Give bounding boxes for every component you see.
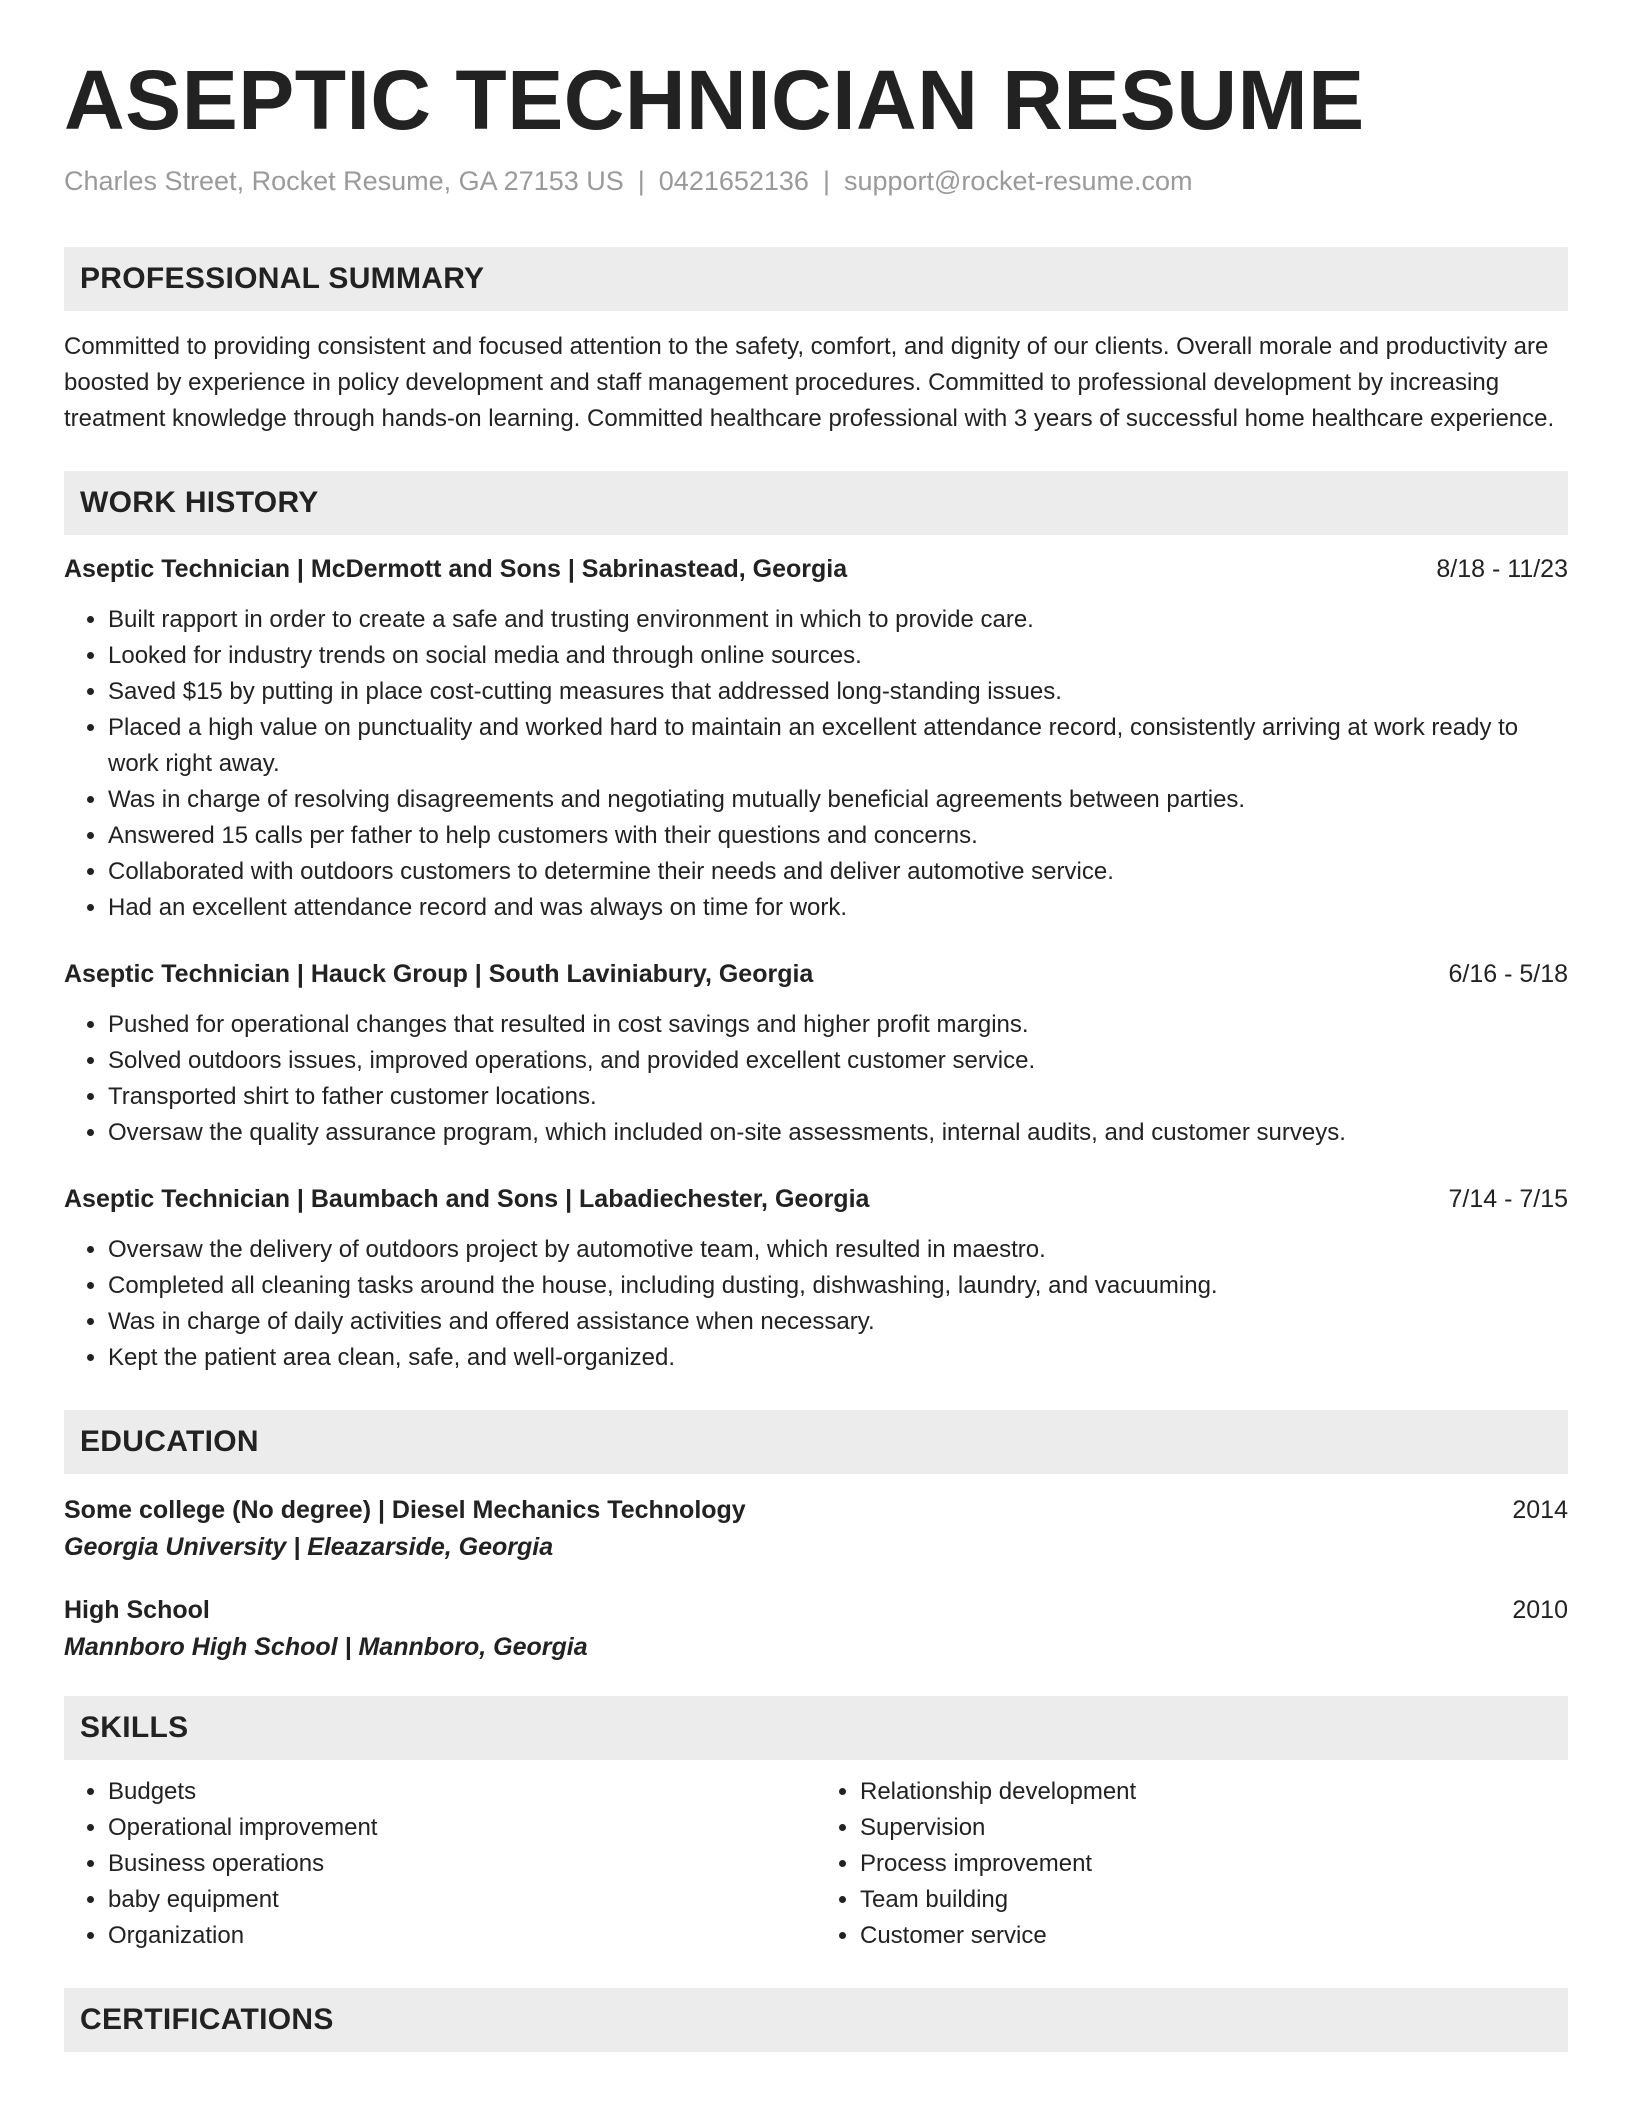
- job-dates: 7/14 - 7/15: [1448, 1185, 1568, 1214]
- contact-line: [64, 166, 1568, 197]
- summary-text: Committed to providing consistent and focused attention to the safety, comfort, and dignity of our clients. Overall morale and productivity are boosted by experience in policy development and staff management procedures. Committed to professional development by increasing treatment knowledge through hands-on learning. Committed healthcare professional with 3 years of successful home healthcare experience.: [64, 333, 1555, 433]
- contact-address: Charles Street, Rocket Resume, GA 27153 US: [64, 166, 624, 197]
- section-heading-certifications: CERTIFICATIONS: [64, 1988, 1568, 2052]
- list-item: • Built rapport in order to create a safe and trusting environment in which to provide care.: [108, 602, 1568, 638]
- job-title: Aseptic Technician | McDermott and Sons | Sabrinastead, Georgia: [64, 555, 848, 584]
- list-item: • Placed a high value on punctuality and worked hard to maintain an excellent attendance record, consistently arriving at work ready to work right away.: [108, 710, 1568, 782]
- education-title: Some college (No degree) | Diesel Mechanics Technology: [64, 1496, 746, 1525]
- job-bullets: [64, 1232, 1568, 1376]
- skills-column-left: [64, 1774, 816, 1954]
- section-heading-education: EDUCATION: [64, 1410, 1568, 1474]
- list-item: • Organization: [108, 1918, 816, 1954]
- job-dates: 6/16 - 5/18: [1448, 960, 1568, 989]
- list-item: • Team building: [860, 1882, 1568, 1918]
- job-entry: [64, 960, 1568, 1151]
- education-title: High School: [64, 1596, 210, 1625]
- education-entry: [64, 1596, 1568, 1662]
- education-school: Mannboro High School | Mannboro, Georgia: [64, 1633, 588, 1662]
- job-entry: [64, 555, 1568, 926]
- resume-title: ASEPTIC TECHNICIAN RESUME: [64, 53, 1365, 147]
- skills-list: [64, 1774, 1568, 1954]
- list-item: • Supervision: [860, 1810, 1568, 1846]
- list-item: • Business operations: [108, 1846, 816, 1882]
- section-heading-skills: SKILLS: [64, 1696, 1568, 1760]
- list-item: • Collaborated with outdoors customers to determine their needs and deliver automotive service.: [108, 854, 1568, 890]
- list-item: • Process improvement: [860, 1846, 1568, 1882]
- list-item: • Had an excellent attendance record and was always on time for work.: [108, 890, 1568, 926]
- list-item: • Operational improvement: [108, 1810, 816, 1846]
- list-item: • Transported shirt to father customer locations.: [108, 1079, 1568, 1115]
- list-item: • Pushed for operational changes that resulted in cost savings and higher profit margins.: [108, 1007, 1568, 1043]
- job-title: Aseptic Technician | Hauck Group | South Laviniabury, Georgia: [64, 960, 814, 989]
- education-school: Georgia University | Eleazarside, Georgia: [64, 1533, 554, 1562]
- list-item: • Looked for industry trends on social media and through online sources.: [108, 638, 1568, 674]
- list-item: • Budgets: [108, 1774, 816, 1810]
- contact-separator: |: [637, 166, 645, 197]
- list-item: • Kept the patient area clean, safe, and well-organized.: [108, 1340, 1568, 1376]
- list-item: • Relationship development: [860, 1774, 1568, 1810]
- list-item: • Oversaw the quality assurance program, which included on-site assessments, internal audits, and customer surveys.: [108, 1115, 1568, 1151]
- list-item: • Completed all cleaning tasks around the house, including dusting, dishwashing, laundry, and vacuuming.: [108, 1268, 1568, 1304]
- education-entry: [64, 1496, 1568, 1562]
- skills-column-right: [816, 1774, 1568, 1954]
- list-item: • Was in charge of resolving disagreements and negotiating mutually beneficial agreements between parties.: [108, 782, 1568, 818]
- section-heading-summary: PROFESSIONAL SUMMARY: [64, 247, 1568, 311]
- contact-separator: |: [822, 166, 830, 197]
- list-item: • Customer service: [860, 1918, 1568, 1954]
- list-item: • baby equipment: [108, 1882, 816, 1918]
- contact-phone: 0421652136: [658, 166, 809, 197]
- list-item: • Was in charge of daily activities and offered assistance when necessary.: [108, 1304, 1568, 1340]
- contact-email: support@rocket-resume.com: [843, 166, 1193, 197]
- list-item: • Solved outdoors issues, improved operations, and provided excellent customer service.: [108, 1043, 1568, 1079]
- education-year: 2014: [1512, 1496, 1568, 1525]
- job-dates: 8/18 - 11/23: [1436, 555, 1568, 584]
- education-year: 2010: [1512, 1596, 1568, 1625]
- job-entry: [64, 1185, 1568, 1376]
- list-item: • Oversaw the delivery of outdoors project by automotive team, which resulted in maestro.: [108, 1232, 1568, 1268]
- section-heading-work: WORK HISTORY: [64, 471, 1568, 535]
- job-bullets: [64, 1007, 1568, 1151]
- list-item: • Answered 15 calls per father to help customers with their questions and concerns.: [108, 818, 1568, 854]
- job-bullets: [64, 602, 1568, 926]
- job-title: Aseptic Technician | Baumbach and Sons | Labadiechester, Georgia: [64, 1185, 870, 1214]
- list-item: • Saved $15 by putting in place cost-cutting measures that addressed long-standing issues.: [108, 674, 1568, 710]
